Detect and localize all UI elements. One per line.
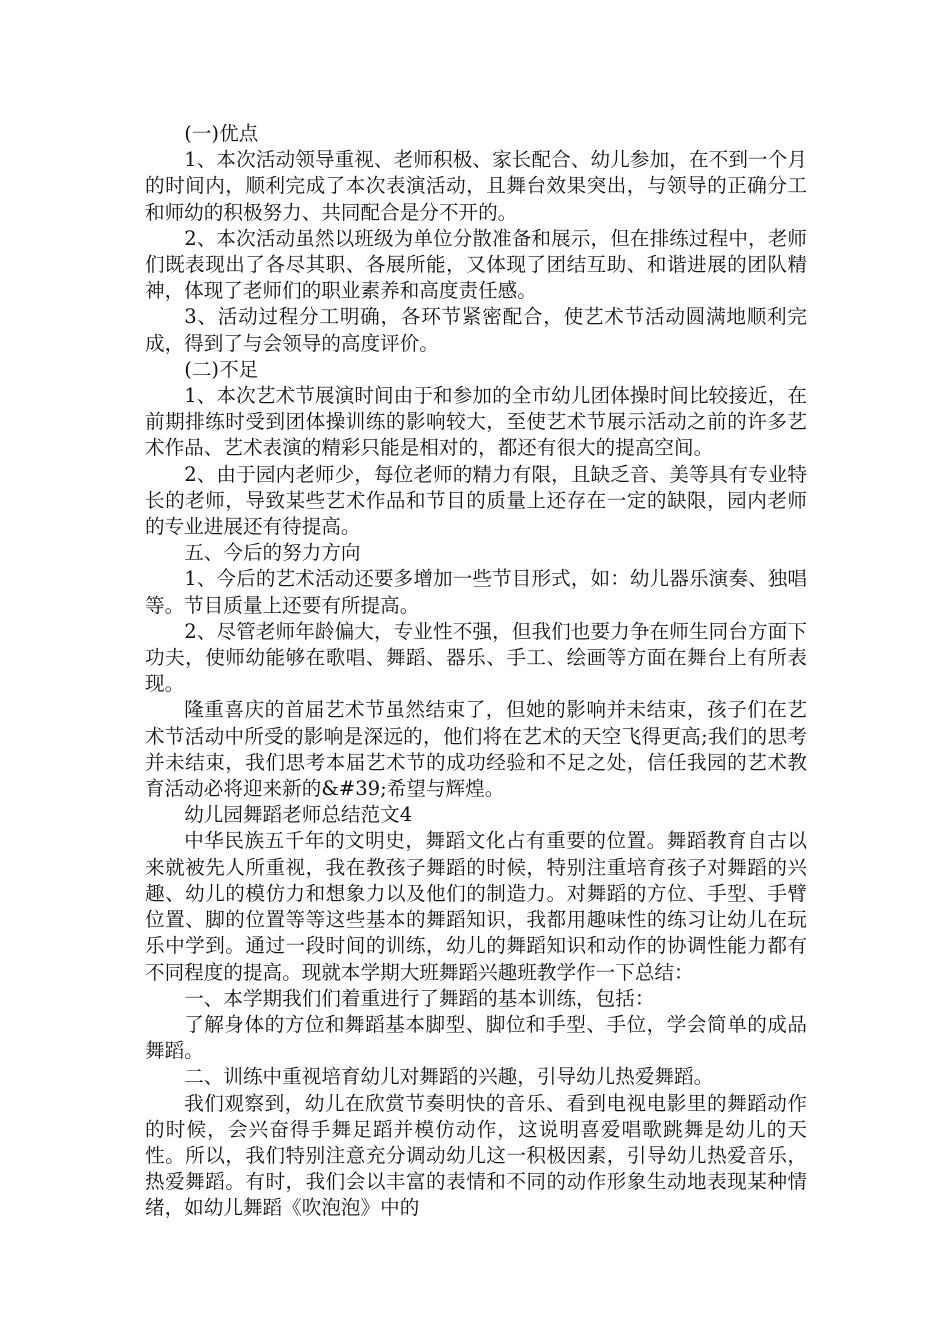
paragraph: 二、训练中重视培育幼儿对舞蹈的兴趣，引导幼儿热爱舞蹈。 xyxy=(184,1065,714,1089)
paragraph: 1、本次艺术节展演时间由于和参加的全市幼儿团体操时间比较接近，在前期排练时受到团体操训练的影响较大，至使艺术节展示活动之前的许多艺术作品、艺术表演的精彩只能是相对的，都还有很大的提高空间。 xyxy=(145,384,807,460)
paragraph: 1、本次活动领导重视、老师积极、家长配合、幼儿参加，在不到一个月的时间内，顺利完成了本次表演活动，且舞台效果突出，与领导的正确分工和师幼的积极努力、共同配合是分不开的。 xyxy=(145,148,807,224)
paragraph: 1、今后的艺术活动还要多增加一些节目形式，如：幼儿器乐演奏、独唱等。节目质量上还要有所提高。 xyxy=(145,567,807,617)
paragraph: 中华民族五千年的文明史，舞蹈文化占有重要的位置。舞蹈教育自古以来就被先人所重视，我在教孩子舞蹈的时候，特别注重培育孩子对舞蹈的兴趣、幼儿的模仿力和想象力以及他们的制造力。对舞蹈的方位、手型、手臂位置、脚的位置等等这些基本的舞蹈知识，我都用趣味性的练习让幼儿在玩乐中学到。通过一段时间的训练，幼儿的舞蹈知识和动作的协调性能力都有不同程度的提高。现就本学期大班舞蹈兴趣班教学作一下总结： xyxy=(145,829,807,984)
paragraph: 2、尽管老师年龄偏大，专业性不强，但我们也要力争在师生同台方面下功夫，使师幼能够在歌唱、舞蹈、器乐、手工、绘画等方面在舞台上有所表现。 xyxy=(145,619,807,696)
paragraph: 2、由于园内老师少，每位老师的精力有限，且缺乏音、美等具有专业特长的老师，导致某些艺术作品和节目的质量上还存在一定的缺限，园内老师的专业进展还有待提高。 xyxy=(145,462,807,539)
paragraph: 了解身体的方位和舞蹈基本脚型、脚位和手型、手位，学会简单的成品舞蹈。 xyxy=(145,1012,807,1063)
section-heading-future-direction: 五、今后的努力方向 xyxy=(184,541,361,565)
paragraph: 一、本学期我们们着重进行了舞蹈的基本训练，包括： xyxy=(184,986,655,1010)
paragraph: 2、本次活动虽然以班级为单位分散准备和展示，但在排练过程中，老师们既表现出了各尽其职、各展所能，又体现了团结互助、和谐进展的团队精神，体现了老师们的职业素养和高度责任感。 xyxy=(145,226,807,303)
article-title: 幼儿园舞蹈老师总结范文4 xyxy=(184,803,413,827)
section-heading-shortcomings: (二)不足 xyxy=(184,357,259,381)
section-heading-advantages: (一)优点 xyxy=(184,122,259,145)
document-body xyxy=(145,121,807,1222)
paragraph: 隆重喜庆的首届艺术节虽然结束了，但她的影响并未结束，孩子们在艺术节活动中所受的影响是深远的，他们将在艺术的天空飞得更高;我们的思考并未结束，我们思考本届艺术节的成功经验和不足之处，信任我园的艺术教育活动必将迎来新的&#39;希望与辉煌。 xyxy=(145,698,807,801)
paragraph: 3、活动过程分工明确，各环节紧密配合，使艺术节活动圆满地顺利完成，得到了与会领导的高度评价。 xyxy=(145,305,807,355)
paragraph: 我们观察到，幼儿在欣赏节奏明快的音乐、看到电视电影里的舞蹈动作的时候，会兴奋得手舞足蹈并模仿动作，这说明喜爱唱歌跳舞是幼儿的天性。所以，我们特别注意充分调动幼儿这一积极因素，引导幼儿热爱音乐，热爱舞蹈。有时，我们会以丰富的表情和不同的动作形象生动地表现某种情绪，如幼儿舞蹈《吹泡泡》中的 xyxy=(145,1091,807,1220)
